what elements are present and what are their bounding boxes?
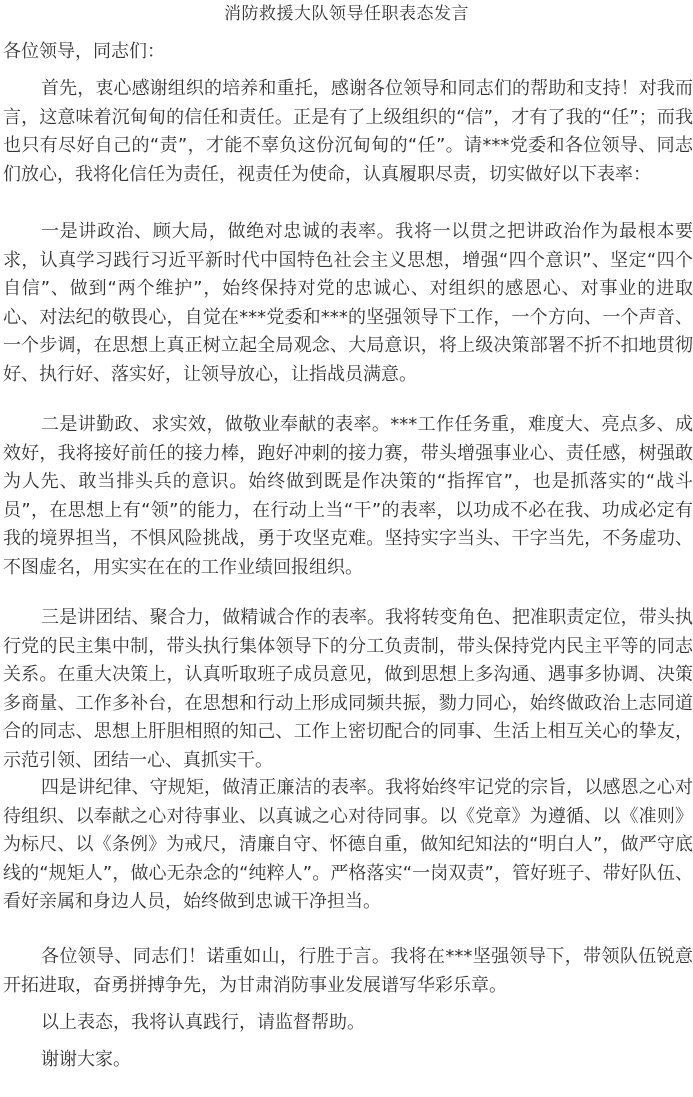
paragraph-commitment: 以上表态，我将认真践行，请监督帮助。: [41, 1012, 365, 1033]
paragraph-point-three: 三是讲团结、聚合力，做精诚合作的表率。我将转变角色、把准职责定位，带头执行党的民主集中制，带头执行集体领导下的分工负责制，带头保持党内民主平等的同志关系。在重大决策上，认真听取班子成员意见，做到思想上多沟通、遇事多协调、决策多商量、工作多补台，在思想和行动上形成同频共振，勠力同心，始终做政治上志同道合的同志、思想上肝胆相照的知己、工作上密切配合的同事、生活上相互关心的挚友，示范引领、团结一心、真抓实干。: [3, 607, 693, 771]
document-title: 消防救援大队领导任职表态发言: [224, 4, 469, 24]
paragraph-closing: 各位领导、同志们！诺重如山，行胜于言。我将在***坚强领导下，带领队伍锐意开拓进取，奋勇拼搏争先，为甘肃消防事业发展谱写华彩乐章。: [3, 946, 693, 996]
paragraph-intro: 首先，衷心感谢组织的培养和重托，感谢各位领导和同志们的帮助和支持！对我而言，这意味着沉甸甸的信任和责任。正是有了上级组织的“信”，才有了我的“任”；而我也只有尽好自己的“责”，才能不辜负这份沉甸甸的“任”。请***党委和各位领导、同志们放心，我将化信任为责任，视责任为使命，认真履职尽责，切实做好以下表率：: [3, 78, 693, 185]
salutation: 各位领导，同志们：: [3, 41, 165, 62]
paragraph-point-four: 四是讲纪律、守规矩，做清正廉洁的表率。我将始终牢记党的宗旨，以感恩之心对待组织、以奉献之心对待事业、以真诚之心对待同事。以《党章》为遵循、以《准则》为标尺、以《条例》为戒尺，清廉自守、怀德自重，做知纪知法的“明白人”，做严守底线的“规矩人”，做心无杂念的“纯粹人”。严格落实“一岗双责”，管好班子、带好队伍、看好亲属和身边人员，始终做到忠诚干净担当。: [3, 777, 693, 912]
paragraph-point-one: 一是讲政治、顾大局，做绝对忠诚的表率。我将一以贯之把讲政治作为最根本要求，认真学习践行习近平新时代中国特色社会主义思想，增强“四个意识”、坚定“四个自信”、做到“两个维护”，始终保持对党的忠诚心、对组织的感恩心、对事业的进取心、对法纪的敬畏心，自觉在***党委和***的坚强领导下工作，一个方向、一个声音、一个步调，在思想上真正树立起全局观念、大局意识，将上级决策部署不折不扣地贯彻好、执行好、落实好，让领导放心，让指战员满意。: [3, 221, 693, 385]
paragraph-thanks: 谢谢大家。: [41, 1049, 131, 1070]
paragraph-point-two: 二是讲勤政、求实效，做敬业奉献的表率。***工作任务重，难度大、亮点多、成效好，我将接好前任的接力棒，跑好冲刺的接力赛，带头增强事业心、责任感，树强敢为人先、敢当排头兵的意识。始终做到既是作决策的“指挥官”，也是抓落实的“战斗员”，在思想上有“领”的能力，在行动上当“干”的表率，以功成不必在我、功成必定有我的境界担当，不惧风险挑战，勇于攻坚克难。坚持实字当头、干字当先，不务虚功、不图虚名，用实实在在的工作业绩回报组织。: [3, 414, 693, 578]
